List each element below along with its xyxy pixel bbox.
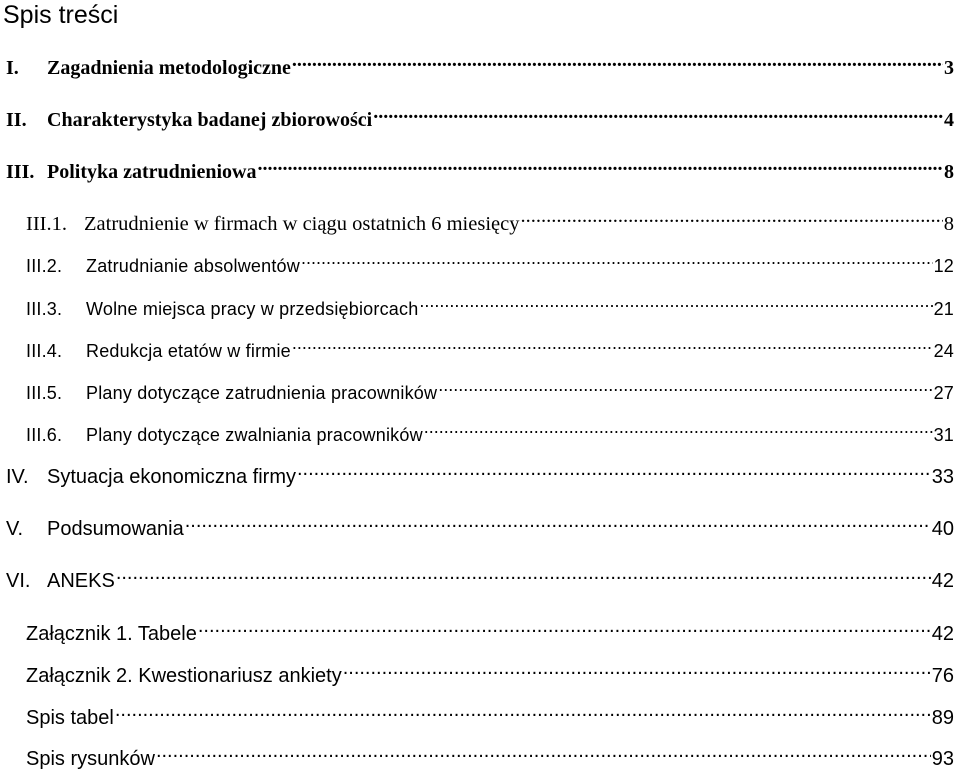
toc-dot-leader — [424, 413, 933, 441]
toc-entry[interactable] — [26, 287, 954, 319]
toc-entry-number: III.4. — [26, 341, 63, 361]
toc-entry[interactable] — [6, 46, 954, 79]
toc-dot-leader — [257, 150, 943, 178]
toc-entry-title: Zatrudnienie w firmach w ciągu ostatnich 6 miesięcy — [84, 213, 520, 235]
toc-entry-page: 8 — [943, 213, 954, 235]
toc-entry-number: I. — [6, 57, 19, 79]
toc-entry[interactable] — [26, 244, 954, 276]
toc-entry-number: III.3. — [26, 299, 63, 319]
toc-entry-page: 42 — [931, 570, 954, 592]
toc-entry[interactable] — [26, 612, 954, 645]
page-title: Spis treści — [3, 1, 119, 29]
toc-entry-title: Spis rysunków — [26, 748, 155, 770]
toc-entry-number: V. — [6, 518, 24, 540]
toc-dot-leader — [419, 287, 932, 315]
toc-dot-leader — [116, 559, 931, 587]
toc-entry[interactable] — [26, 413, 954, 445]
toc-entry[interactable] — [26, 202, 954, 235]
toc-entry-page: 93 — [931, 748, 954, 770]
toc-entry-title: Spis tabel — [26, 707, 114, 729]
toc-dot-leader — [301, 244, 933, 272]
toc-entry[interactable] — [26, 737, 954, 770]
toc-dot-leader — [115, 696, 931, 724]
toc-entry-title: Plany dotyczące zwalniania pracowników — [86, 425, 423, 445]
toc-entry-page: 27 — [933, 383, 954, 403]
toc-entry-title: Załącznik 1. Tabele — [26, 623, 197, 645]
toc-entry-title: ANEKS — [47, 570, 115, 592]
toc-entry-page: 40 — [931, 518, 954, 540]
toc-dot-leader — [198, 612, 931, 640]
toc-entry-title: Wolne miejsca pracy w przedsiębiorcach — [86, 299, 419, 319]
toc-entry-number: III.5. — [26, 383, 63, 403]
toc-dot-leader — [292, 46, 943, 74]
toc-entry-page: 4 — [944, 109, 954, 131]
toc-entry-title: Załącznik 2. Kwestionariusz ankiety — [26, 665, 342, 687]
toc-entry-title: Podsumowania — [47, 518, 184, 540]
toc-entry-number: II. — [6, 109, 27, 131]
toc-entry-title: Zagadnienia metodologiczne — [47, 57, 291, 79]
toc-entry-page: 33 — [931, 466, 954, 488]
toc-dot-leader — [373, 98, 943, 126]
toc-entry[interactable] — [26, 696, 954, 729]
toc-entry-page: 21 — [933, 299, 954, 319]
toc-entry-number: III.2. — [26, 256, 63, 276]
toc-entry-page: 3 — [944, 57, 954, 79]
toc-entry[interactable] — [6, 559, 954, 592]
toc-dot-leader — [156, 737, 931, 765]
toc-entry[interactable] — [26, 654, 954, 687]
toc-entry[interactable] — [6, 455, 954, 488]
toc-entry[interactable] — [6, 507, 954, 540]
toc-entry-number: VI. — [6, 570, 31, 592]
toc-entry-page: 31 — [933, 425, 954, 445]
toc-entry[interactable] — [26, 329, 954, 361]
toc-entry-title: Redukcja etatów w firmie — [86, 341, 291, 361]
toc-entry-page: 24 — [933, 341, 954, 361]
toc-entry[interactable] — [26, 371, 954, 403]
toc-entry-page: 12 — [933, 256, 954, 276]
toc-entry-page: 8 — [944, 161, 954, 183]
toc-entry-number: III.1. — [26, 213, 67, 235]
toc-entry-page: 76 — [931, 665, 954, 687]
toc-entry-number: IV. — [6, 466, 29, 488]
toc-entry-page: 42 — [931, 623, 954, 645]
toc-dot-leader — [438, 371, 932, 399]
toc-entry-title: Polityka zatrudnieniowa — [47, 161, 257, 183]
toc-entry-page: 89 — [931, 707, 954, 729]
toc-entry[interactable] — [6, 98, 954, 131]
toc-entry-title: Zatrudnianie absolwentów — [86, 256, 300, 276]
toc-dot-leader — [343, 654, 931, 682]
toc-dot-leader — [185, 507, 931, 535]
toc-dot-leader — [520, 202, 942, 230]
toc-dot-leader — [292, 329, 933, 357]
toc-dot-leader — [297, 455, 931, 483]
toc-entry-title: Sytuacja ekonomiczna firmy — [47, 466, 296, 488]
toc-entry[interactable] — [6, 150, 954, 183]
toc-entry-number: III.6. — [26, 425, 63, 445]
toc-entry-number: III. — [6, 161, 35, 183]
toc-entry-title: Charakterystyka badanej zbiorowości — [47, 109, 373, 131]
toc-entry-title: Plany dotyczące zatrudnienia pracowników — [86, 383, 438, 403]
